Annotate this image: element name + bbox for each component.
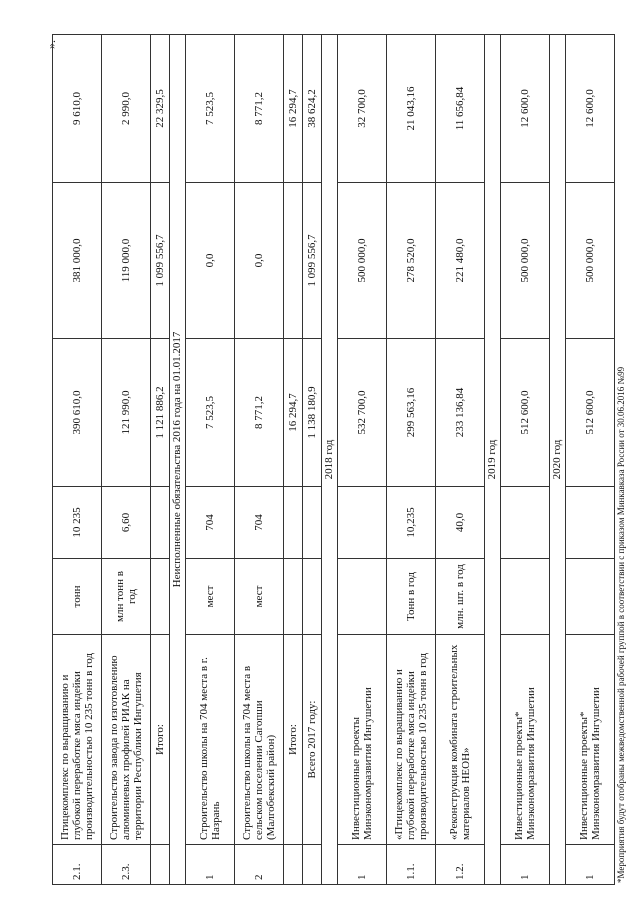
- row-federal: 500 000,0: [566, 183, 615, 339]
- section-row: [170, 35, 186, 885]
- row-total: 233 136,84: [436, 339, 485, 487]
- row-name: Строительство завода по изготовлению алюминиевых профилей РИАК на территории Республики Ингушетия: [102, 635, 151, 845]
- row-name: Инвестиционные проекты* Минэкономразвития Ингушетии: [501, 635, 550, 845]
- row-unit: тонн: [53, 559, 102, 635]
- row-regional: 11 656,84: [436, 35, 485, 183]
- row-unit: Тонн в год: [387, 559, 436, 635]
- row-name: Строительство школы на 704 места в г. Назрань: [186, 635, 235, 845]
- row-capacity: 6,60: [102, 487, 151, 559]
- row-name: Инвестиционные проекты Минэкономразвития Ингушетии: [338, 635, 387, 845]
- section-title: Неисполненные обязательства 2016 года на 01.01.2017: [170, 35, 186, 885]
- table-row: [387, 35, 436, 885]
- row-total: 7 523,5: [186, 339, 235, 487]
- row-regional: 32 700,0: [338, 35, 387, 183]
- subtotal-total: 16 294,7: [284, 339, 303, 487]
- row-capacity: 10 235: [53, 487, 102, 559]
- row-number: 1: [338, 845, 387, 885]
- subtotal-label: Итого:: [151, 635, 170, 845]
- row-federal: 119 000,0: [102, 183, 151, 339]
- row-federal: 381 000,0: [53, 183, 102, 339]
- row-name: «Реконструкция комбината строительных материалов НЕОН»: [436, 635, 485, 845]
- row-number: 1.2.: [436, 845, 485, 885]
- row-capacity: 10,235: [387, 487, 436, 559]
- row-number: 1: [501, 845, 550, 885]
- table-row: [102, 35, 151, 885]
- row-federal: 278 520,0: [387, 183, 436, 339]
- row-unit: млн тонн в год: [102, 559, 151, 635]
- row-unit: млн. шт. в год: [436, 559, 485, 635]
- row-total: 512 600,0: [501, 339, 550, 487]
- row-number: 1: [186, 845, 235, 885]
- row-number: 1.1.: [387, 845, 436, 885]
- table-row: [53, 35, 102, 885]
- row-name: Птицекомплекс по выращиванию и глубокой переработке мяса индейки производительностью 10 235 тонн в год: [53, 635, 102, 845]
- row-total: 121 990,0: [102, 339, 151, 487]
- subtotal-total: 1 121 886,2: [151, 339, 170, 487]
- section-title: 2020 год: [550, 35, 566, 885]
- investment-table: [52, 34, 615, 885]
- subtotal-federal: 1 099 556,7: [151, 183, 170, 339]
- row-federal: 500 000,0: [338, 183, 387, 339]
- row-capacity: 40,0: [436, 487, 485, 559]
- year-total-label: Всего 2017 году:: [303, 635, 322, 845]
- row-total: 532 700,0: [338, 339, 387, 487]
- row-total: 512 600,0: [566, 339, 615, 487]
- row-total: 390 610,0: [53, 339, 102, 487]
- footnote: *Мероприятия будут отобраны межведомственной рабочей группой в соответствии с приказом Минкавказа России от 30.06.2016 №99: [616, 366, 626, 883]
- row-name: Строительство школы на 704 места в сельском поселении Сагопши (Малгобекский район): [235, 635, 284, 845]
- table-row: [235, 35, 284, 885]
- section-row: [485, 35, 501, 885]
- row-number: 2: [235, 845, 284, 885]
- subtotal-row: [284, 35, 303, 885]
- row-name: «Птицекомплекс по выращиванию и глубокой переработке мяса индейки производительностью 10 235 тонн в год: [387, 635, 436, 845]
- row-regional: 9 610,0: [53, 35, 102, 183]
- row-regional: 2 990,0: [102, 35, 151, 183]
- subtotal-regional: 16 294,7: [284, 35, 303, 183]
- row-capacity: 704: [235, 487, 284, 559]
- row-number: 2.3.: [102, 845, 151, 885]
- row-federal: 500 000,0: [501, 183, 550, 339]
- row-total: 299 563,16: [387, 339, 436, 487]
- row-regional: 8 771,2: [235, 35, 284, 183]
- subtotal-regional: 22 329,5: [151, 35, 170, 183]
- subtotal-row: [151, 35, 170, 885]
- row-regional: 21 043,16: [387, 35, 436, 183]
- year-total-regional: 38 624,2: [303, 35, 322, 183]
- row-total: 8 771,2: [235, 339, 284, 487]
- table-row: [501, 35, 550, 885]
- closing-quote-mark: ».: [44, 40, 58, 49]
- row-federal: 0,0: [235, 183, 284, 339]
- row-name: Инвестиционные проекты* Минэкономразвития Ингушетии: [566, 635, 615, 845]
- section-title: 2019 год: [485, 35, 501, 885]
- section-title: 2018 год: [322, 35, 338, 885]
- row-regional: 12 600,0: [566, 35, 615, 183]
- table-row: [186, 35, 235, 885]
- year-total-federal: 1 099 556,7: [303, 183, 322, 339]
- row-unit: мест: [235, 559, 284, 635]
- row-regional: 7 523,5: [186, 35, 235, 183]
- table-row: [566, 35, 615, 885]
- row-regional: 12 600,0: [501, 35, 550, 183]
- row-unit: мест: [186, 559, 235, 635]
- subtotal-label: Итого:: [284, 635, 303, 845]
- row-number: 1: [566, 845, 615, 885]
- table-row: [436, 35, 485, 885]
- table-row: [338, 35, 387, 885]
- row-federal: 221 480,0: [436, 183, 485, 339]
- section-row: [550, 35, 566, 885]
- year-total-total: 1 138 180,9: [303, 339, 322, 487]
- row-number: 2.1.: [53, 845, 102, 885]
- row-capacity: 704: [186, 487, 235, 559]
- year-total-row: [303, 35, 322, 885]
- section-row: [322, 35, 338, 885]
- row-federal: 0,0: [186, 183, 235, 339]
